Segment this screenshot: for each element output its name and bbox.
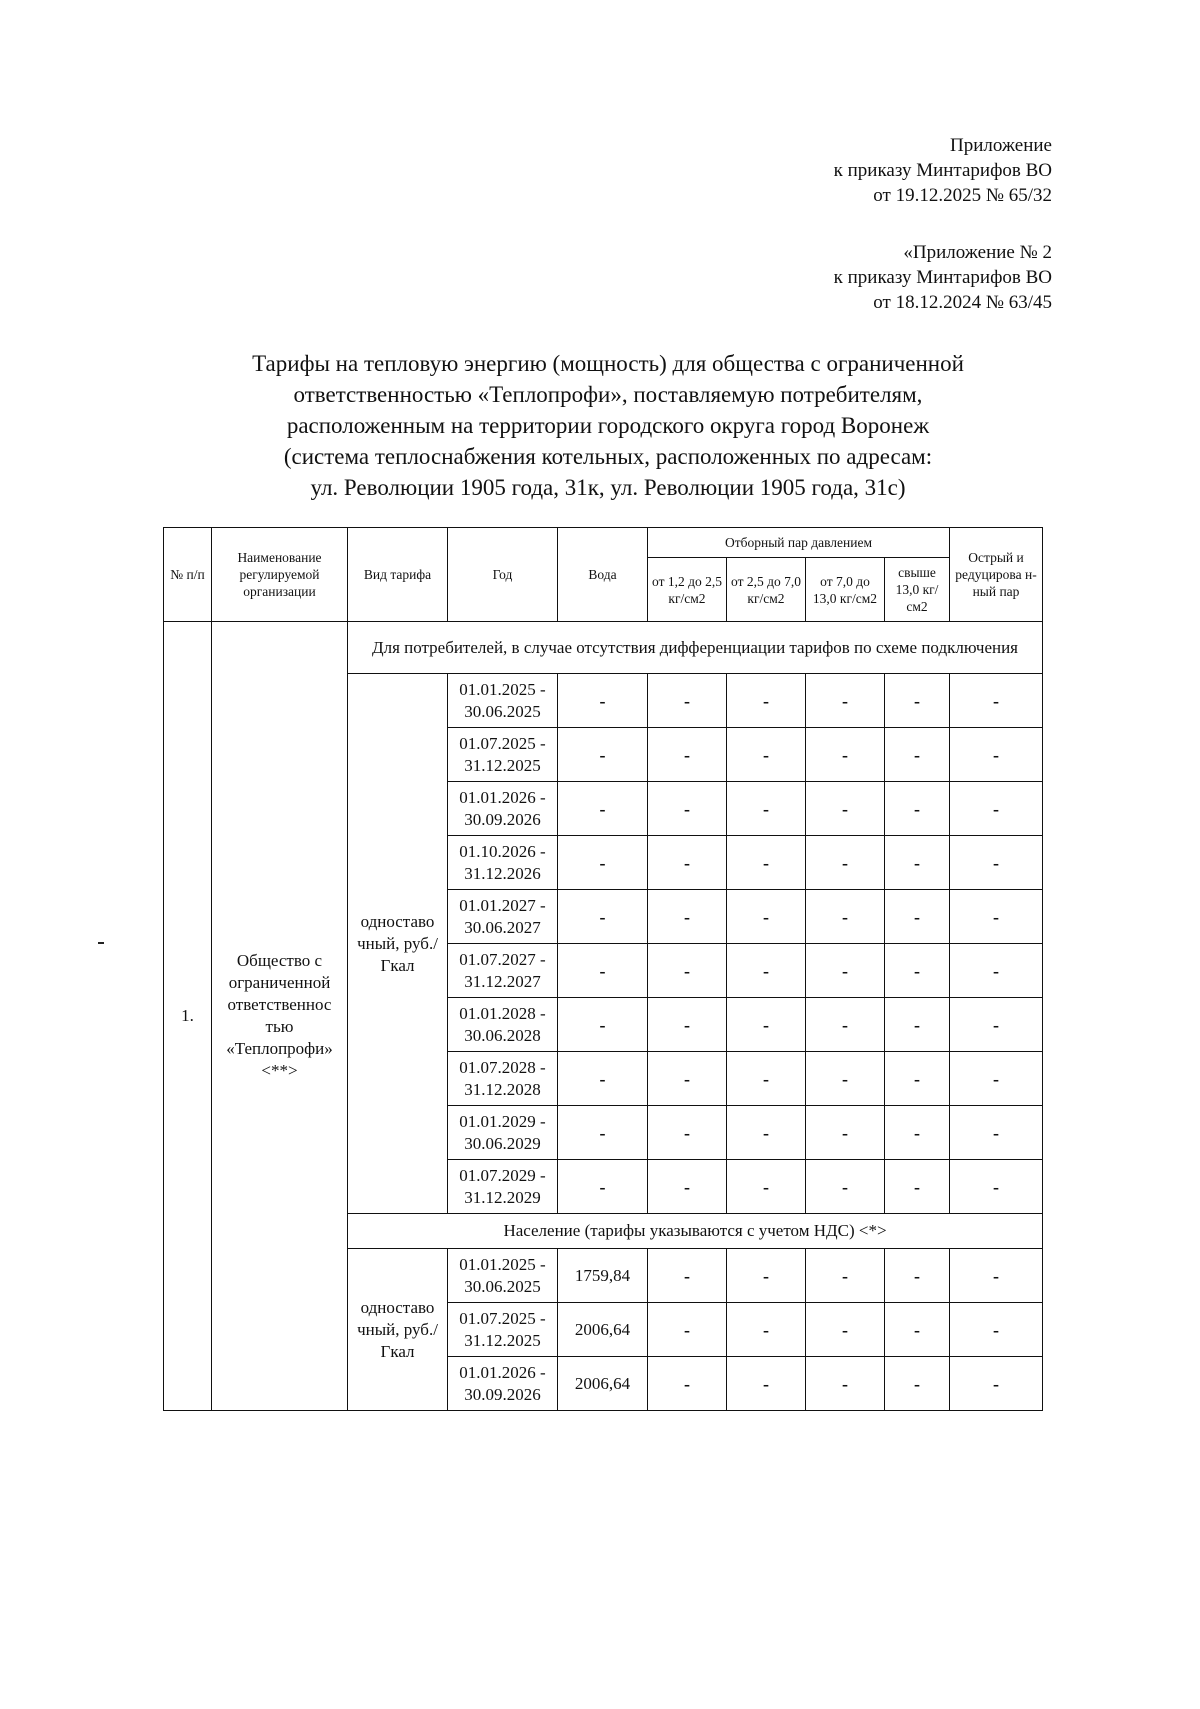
s2-cell: - — [727, 1160, 806, 1214]
sharp-cell: - — [950, 1357, 1043, 1411]
s1-cell: - — [648, 944, 727, 998]
appendix-header-2 — [834, 240, 1052, 315]
sharp-cell: - — [950, 728, 1043, 782]
s4-cell: - — [885, 890, 950, 944]
s4-cell: - — [885, 1249, 950, 1303]
water-cell: - — [558, 1160, 648, 1214]
title-line: Тарифы на тепловую энергию (мощность) для общества с ограниченной — [252, 351, 964, 376]
s2-cell: - — [727, 836, 806, 890]
title-line: ул. Революции 1905 года, 31к, ул. Революции 1905 года, 31с) — [310, 475, 906, 500]
s4-cell: - — [885, 1052, 950, 1106]
water-cell: - — [558, 998, 648, 1052]
s3-cell: - — [806, 944, 885, 998]
s1-cell: - — [648, 782, 727, 836]
tariff-type: одноставо чный, руб./Гкал — [348, 1249, 448, 1411]
s4-cell: - — [885, 1106, 950, 1160]
s3-cell: - — [806, 1052, 885, 1106]
sharp-cell: - — [950, 1303, 1043, 1357]
period-cell: 01.07.2029 - 31.12.2029 — [448, 1160, 558, 1214]
water-cell: - — [558, 944, 648, 998]
header-line: от 18.12.2024 № 63/45 — [873, 292, 1052, 313]
s4-cell: - — [885, 998, 950, 1052]
col-header-num: № п/п — [164, 528, 212, 622]
s4-cell: - — [885, 1303, 950, 1357]
s2-cell: - — [727, 998, 806, 1052]
sharp-cell: - — [950, 944, 1043, 998]
s1-cell: - — [648, 1160, 727, 1214]
s3-cell: - — [806, 998, 885, 1052]
s2-cell: - — [727, 674, 806, 728]
s2-cell: - — [727, 782, 806, 836]
s2-cell: - — [727, 944, 806, 998]
title-line: ответственностью «Теплопрофи», поставляемую потребителям, — [293, 382, 923, 407]
period-cell: 01.01.2025 - 30.06.2025 — [448, 674, 558, 728]
s1-cell: - — [648, 890, 727, 944]
s1-cell: - — [648, 674, 727, 728]
scan-mark — [98, 942, 104, 944]
s2-cell: - — [727, 890, 806, 944]
col-header-type: Вид тарифа — [348, 528, 448, 622]
s1-cell: - — [648, 1303, 727, 1357]
tariff-table — [163, 527, 1043, 1411]
water-cell: 1759,84 — [558, 1249, 648, 1303]
period-cell: 01.01.2026 - 30.09.2026 — [448, 782, 558, 836]
section-label: Для потребителей, в случае отсутствия дифференциации тарифов по схеме подключения — [348, 622, 1043, 674]
col-header-year: Год — [448, 528, 558, 622]
s3-cell: - — [806, 1303, 885, 1357]
sharp-cell: - — [950, 1249, 1043, 1303]
sharp-cell: - — [950, 836, 1043, 890]
col-header-org: Наименование регулируемой организации — [212, 528, 348, 622]
s2-cell: - — [727, 1303, 806, 1357]
tariff-type: одноставо чный, руб./Гкал — [348, 674, 448, 1214]
col-header-sharp-steam: Острый и редуцирова н- ный пар — [950, 528, 1043, 622]
col-header-steam-2: от 2,5 до 7,0 кг/см2 — [727, 558, 806, 622]
water-cell: 2006,64 — [558, 1357, 648, 1411]
header-line: к приказу Минтарифов ВО — [833, 267, 1052, 288]
col-header-water: Вода — [558, 528, 648, 622]
sharp-cell: - — [950, 674, 1043, 728]
s4-cell: - — [885, 944, 950, 998]
s4-cell: - — [885, 782, 950, 836]
s3-cell: - — [806, 674, 885, 728]
s1-cell: - — [648, 1357, 727, 1411]
water-cell: - — [558, 1106, 648, 1160]
sharp-cell: - — [950, 890, 1043, 944]
header-line: «Приложение № 2 — [903, 242, 1052, 263]
s4-cell: - — [885, 728, 950, 782]
s1-cell: - — [648, 1106, 727, 1160]
water-cell: - — [558, 836, 648, 890]
period-cell: 01.01.2025 - 30.06.2025 — [448, 1249, 558, 1303]
water-cell: - — [558, 890, 648, 944]
s2-cell: - — [727, 1357, 806, 1411]
s3-cell: - — [806, 890, 885, 944]
period-cell: 01.07.2028 - 31.12.2028 — [448, 1052, 558, 1106]
water-cell: - — [558, 674, 648, 728]
period-cell: 01.01.2026 - 30.09.2026 — [448, 1357, 558, 1411]
s1-cell: - — [648, 728, 727, 782]
document-title — [150, 348, 1066, 503]
header-line: от 19.12.2025 № 65/32 — [873, 185, 1052, 206]
sharp-cell: - — [950, 998, 1043, 1052]
s3-cell: - — [806, 836, 885, 890]
s4-cell: - — [885, 1357, 950, 1411]
s2-cell: - — [727, 1249, 806, 1303]
water-cell: - — [558, 728, 648, 782]
water-cell: - — [558, 782, 648, 836]
s4-cell: - — [885, 674, 950, 728]
s1-cell: - — [648, 836, 727, 890]
period-cell: 01.10.2026 - 31.12.2026 — [448, 836, 558, 890]
s3-cell: - — [806, 1106, 885, 1160]
s2-cell: - — [727, 728, 806, 782]
water-cell: - — [558, 1052, 648, 1106]
s3-cell: - — [806, 1249, 885, 1303]
sharp-cell: - — [950, 1106, 1043, 1160]
col-header-steam-group: Отборный пар давлением — [648, 528, 950, 558]
period-cell: 01.01.2028 - 30.06.2028 — [448, 998, 558, 1052]
col-header-steam-3: от 7,0 до 13,0 кг/см2 — [806, 558, 885, 622]
period-cell: 01.07.2027 - 31.12.2027 — [448, 944, 558, 998]
s1-cell: - — [648, 998, 727, 1052]
water-cell: 2006,64 — [558, 1303, 648, 1357]
period-cell: 01.07.2025 - 31.12.2025 — [448, 728, 558, 782]
s3-cell: - — [806, 782, 885, 836]
sharp-cell: - — [950, 782, 1043, 836]
col-header-steam-4: свыше 13,0 кг/см2 — [885, 558, 950, 622]
sharp-cell: - — [950, 1160, 1043, 1214]
s4-cell: - — [885, 1160, 950, 1214]
s3-cell: - — [806, 728, 885, 782]
col-header-steam-1: от 1,2 до 2,5 кг/см2 — [648, 558, 727, 622]
s4-cell: - — [885, 836, 950, 890]
title-line: расположенным на территории городского округа город Воронеж — [286, 413, 930, 438]
sharp-cell: - — [950, 1052, 1043, 1106]
period-cell: 01.01.2027 - 30.06.2027 — [448, 890, 558, 944]
period-cell: 01.01.2029 - 30.06.2029 — [448, 1106, 558, 1160]
header-line: Приложение — [950, 135, 1052, 156]
section-label: Население (тарифы указываются с учетом НДС) <*> — [348, 1214, 1043, 1249]
header-line: к приказу Минтарифов ВО — [833, 160, 1052, 181]
title-line: (система теплоснабжения котельных, расположенных по адресам: — [283, 444, 933, 469]
appendix-header — [834, 133, 1052, 208]
row-number: 1. — [164, 622, 212, 1411]
s3-cell: - — [806, 1357, 885, 1411]
s1-cell: - — [648, 1249, 727, 1303]
s2-cell: - — [727, 1106, 806, 1160]
s1-cell: - — [648, 1052, 727, 1106]
s3-cell: - — [806, 1160, 885, 1214]
period-cell: 01.07.2025 - 31.12.2025 — [448, 1303, 558, 1357]
organization-name: Общество с ограниченной ответственнос тью «Теплопрофи» <**> — [212, 622, 348, 1411]
s2-cell: - — [727, 1052, 806, 1106]
